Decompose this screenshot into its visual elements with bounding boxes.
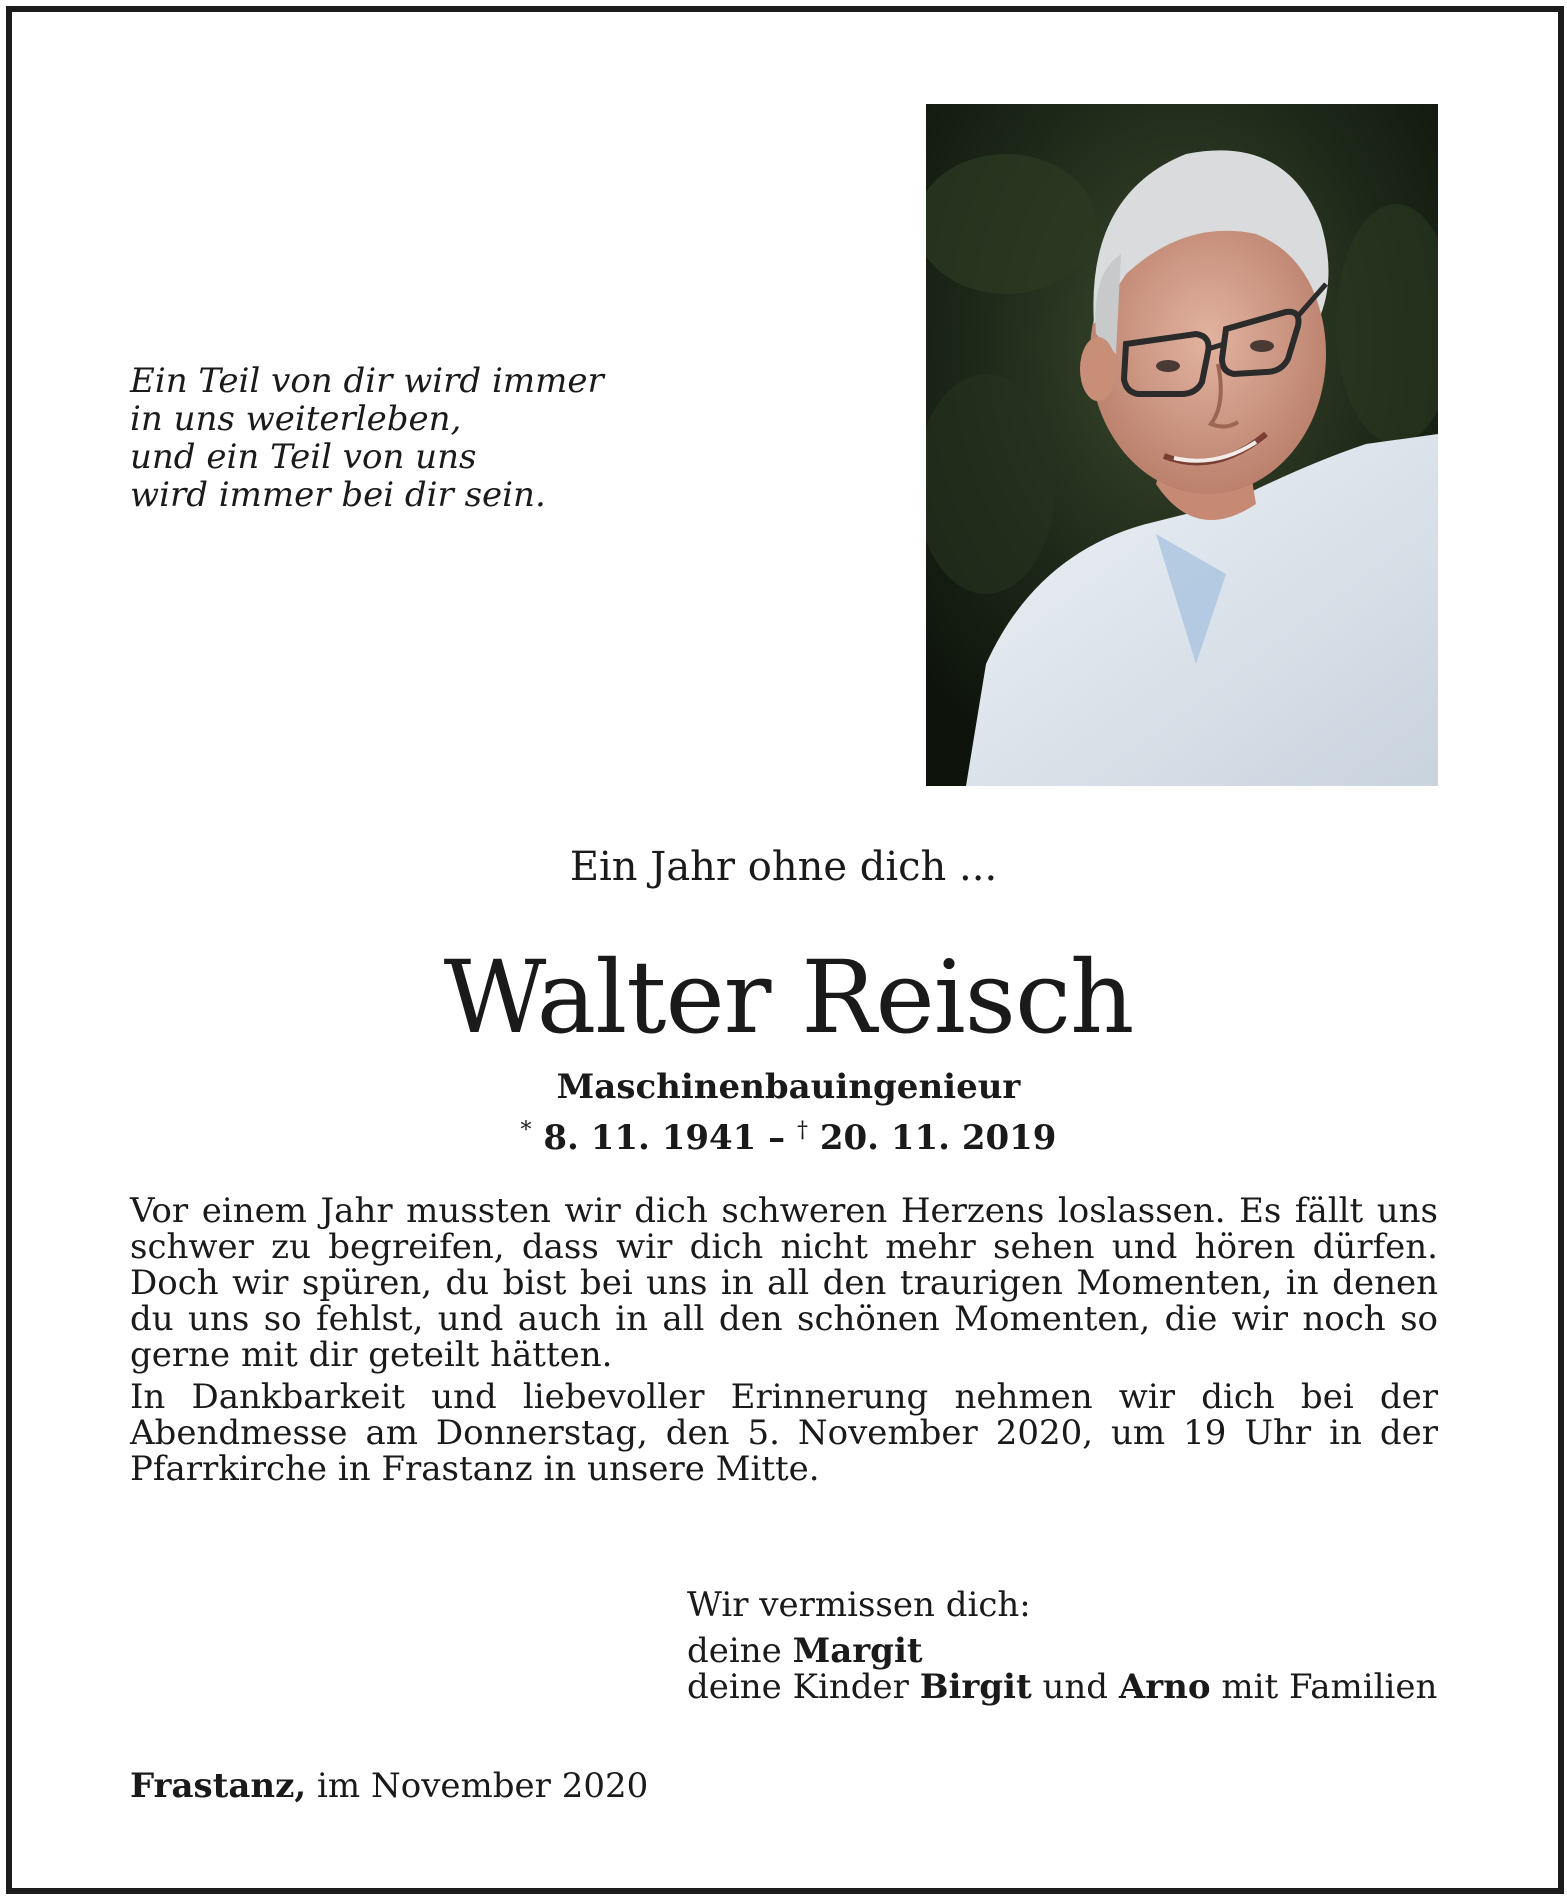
- quote-line: wird immer bei dir sein.: [130, 475, 546, 515]
- date: im November 2020: [317, 1766, 649, 1806]
- signature-name: Margit: [792, 1631, 923, 1671]
- place-date: [130, 1766, 648, 1806]
- birth-symbol: *: [520, 1118, 532, 1143]
- subtitle: [0, 843, 1567, 891]
- signature-line: [687, 1669, 1447, 1705]
- quote-line: und ein Teil von uns: [130, 437, 477, 477]
- portrait-illustration: [926, 104, 1438, 786]
- signature-suffix: mit Familien: [1221, 1667, 1438, 1707]
- signature-connector: und: [1042, 1667, 1109, 1707]
- signature-prefix: deine: [687, 1631, 782, 1671]
- death-symbol: †: [797, 1118, 809, 1143]
- deceased-name: [0, 938, 1567, 1058]
- memorial-quote: [130, 362, 650, 514]
- profession: [0, 1067, 1567, 1107]
- death-date: 20. 11. 2019: [819, 1118, 1057, 1158]
- signature-line: [687, 1633, 1447, 1669]
- signature-heading: Wir vermissen dich:: [687, 1585, 1031, 1625]
- quote-line: Ein Teil von dir wird immer: [130, 361, 604, 401]
- subtitle-text: Ein Jahr ohne dich ...: [569, 844, 998, 890]
- name-text: Walter Reisch: [443, 939, 1134, 1056]
- signature-name: Birgit: [919, 1667, 1032, 1707]
- birth-date: 8. 11. 1941: [543, 1118, 757, 1158]
- profession-text: Maschinenbauingenieur: [556, 1067, 1021, 1107]
- quote-line: in uns weiterleben,: [130, 399, 462, 439]
- paragraph: Vor einem Jahr mussten wir dich schweren Herzens loslassen. Es fällt uns schwer zu begreifen, dass wir dich nicht mehr sehen und hören dürfen. Doch wir spüren, du bist bei uns in all den traurigen Momenten, in denen du uns so fehlst, und auch in all den schönen Momenten, die wir noch so gerne mit dir geteilt hätten.: [130, 1191, 1438, 1375]
- life-dates: [0, 1110, 1567, 1159]
- place: Frastanz,: [130, 1766, 307, 1806]
- paragraph: In Dankbarkeit und liebevoller Erinnerung nehmen wir dich bei der Abendmesse am Donnerstag, den 5. November 2020, um 19 Uhr in der Pfarrkirche in Frastanz in unsere Mitte.: [130, 1377, 1438, 1489]
- date-separator: –: [756, 1118, 798, 1158]
- memorial-text: [130, 1193, 1438, 1493]
- portrait-photo: [926, 104, 1438, 786]
- signature-prefix: deine Kinder: [687, 1667, 909, 1707]
- signature-block: [687, 1587, 1447, 1705]
- signature-name: Arno: [1118, 1667, 1211, 1707]
